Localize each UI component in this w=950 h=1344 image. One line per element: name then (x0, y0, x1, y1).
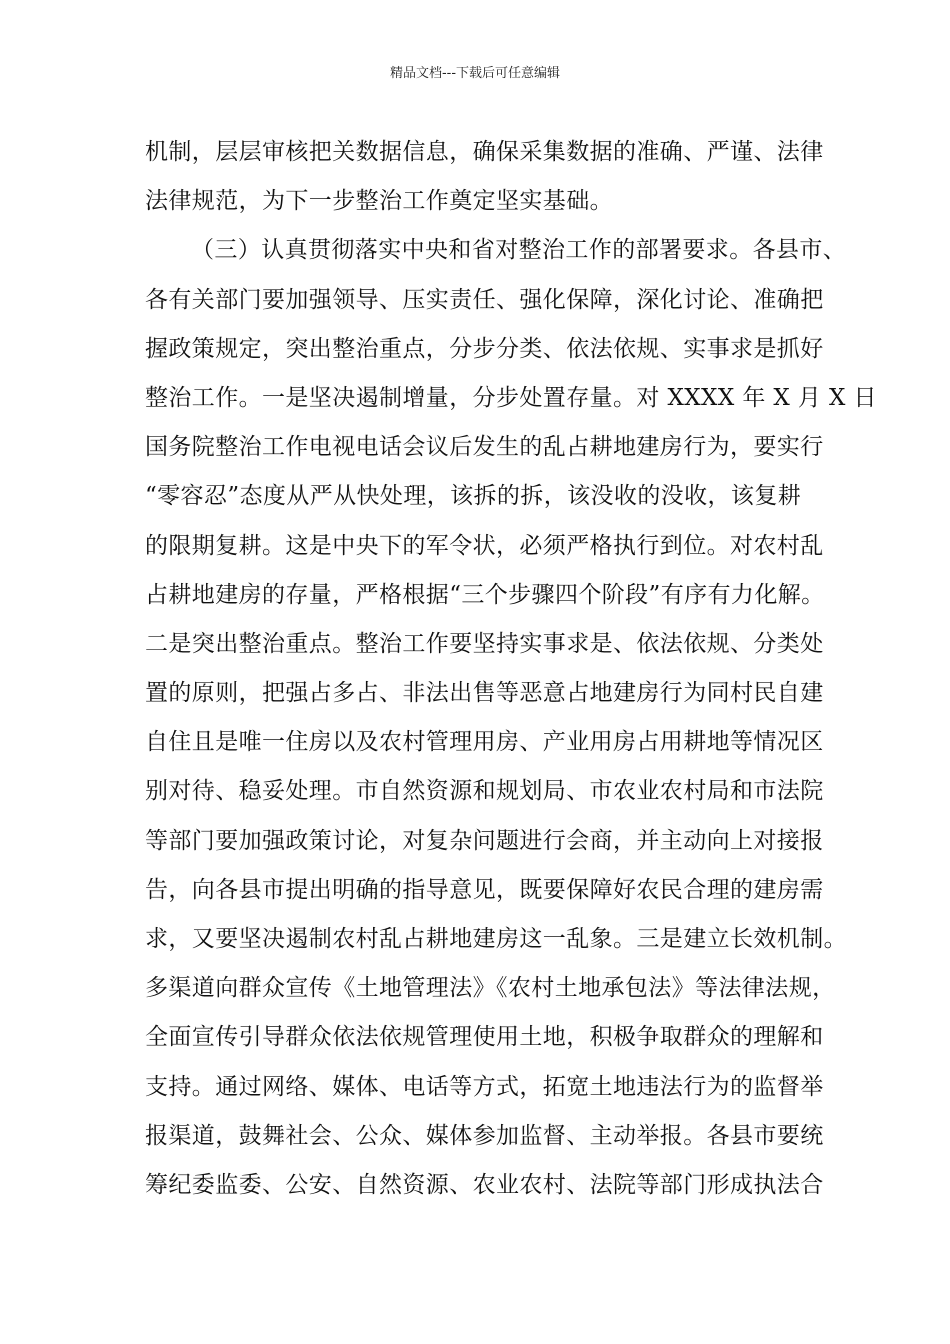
paragraph-line: 支持。通过网络、媒体、电话等方式，拓宽土地违法行为的监督举 (145, 1073, 824, 1100)
paragraph-line: 等部门要加强政策讨论，对复杂问题进行会商，并主动向上对接报 (145, 827, 824, 854)
paragraph-line: 自住且是唯一住房以及农村管理用房、产业用房占用耕地等情况区 (145, 729, 824, 756)
paragraph-line: 报渠道，鼓舞社会、公众、媒体参加监督、主动举报。各县市要统 (145, 1122, 824, 1149)
paragraph-line: 告，向各县市提出明确的指导意见，既要保障好农民合理的建房需 (145, 876, 824, 903)
paragraph-line: （三）认真贯彻落实中央和省对整治工作的部署要求。各县市、 (191, 237, 847, 264)
paragraph-line: 筹纪委监委、公安、自然资源、农业农村、法院等部门形成执法合 (145, 1171, 824, 1198)
paragraph-line: 机制，层层审核把关数据信息，确保采集数据的准确、严谨、法律 (145, 139, 824, 165)
paragraph-line: 握政策规定，突出整治重点，分步分类、依法依规、实事求是抓好 (145, 335, 824, 362)
page-header: 精品文档---下载后可任意编辑 (389, 66, 561, 81)
paragraph-line: “零容忍”态度从严从快处理，该拆的拆，该没收的没收，该复耕 (145, 483, 802, 510)
paragraph-line: 置的原则，把强占多占、非法出售等恶意占地建房行为同村民自建 (145, 680, 824, 707)
paragraph-line: 全面宣传引导群众依法依规管理使用土地，积极争取群众的理解和 (145, 1024, 824, 1051)
paragraph-line: 求，又要坚决遏制农村乱占耕地建房这一乱象。三是建立长效机制。 (145, 926, 847, 952)
paragraph-line: 各有关部门要加强领导、压实责任、强化保障，深化讨论、准确把 (145, 286, 824, 313)
paragraph-line: 法律规范，为下一步整治工作奠定坚实基础。 (145, 188, 613, 215)
paragraph-line: 的限期复耕。这是中央下的军令状，必须严格执行到位。对农村乱 (145, 532, 824, 559)
paragraph-line: 占耕地建房的存量，严格根据“三个步骤四个阶段”有序有力化解。 (145, 581, 825, 608)
paragraph-line: 二是突出整治重点。整治工作要坚持实事求是、依法依规、分类处 (145, 630, 824, 657)
paragraph-line: 别对待、稳妥处理。市自然资源和规划局、市农业农村局和市法院 (145, 778, 824, 805)
paragraph-line: 整治工作。一是坚决遏制增量，分步处置存量。对 XXXX 年 X 月 X 日 (145, 384, 877, 411)
paragraph-line: 多渠道向群众宣传《土地管理法》《农村土地承包法》等法律法规， (145, 975, 836, 1002)
paragraph-line: 国务院整治工作电视电话会议后发生的乱占耕地建房行为，要实行 (145, 434, 824, 461)
document-body (145, 128, 877, 1210)
